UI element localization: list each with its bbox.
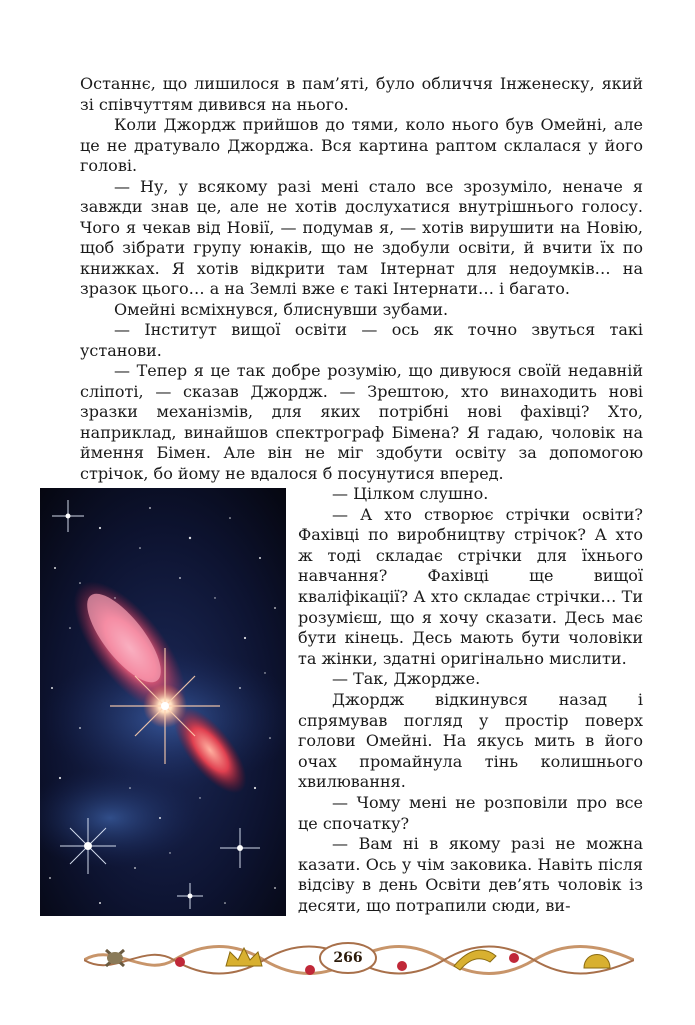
- paragraph: — А хто створює стрічки освіти? Фахівці по виробництву стрічок? А хто ж тоді складає стрічки для їхнього навчання? Фахівці ще вищої кваліфікації? А хто складає стрічки… Ти розумієш, що я хочу сказати. Десь має бути кінець. Десь мають бути чоловіки та жінки, здатні оригінально мислити.: [298, 504, 643, 668]
- paragraph: — Тепер я це так добре розумію, що дивуюся своїй недавній сліпоті, — сказав Джордж. — Зрештою, хто винаходить нові зразки механізмів, для яких потрібні нові фахівці? Хто, наприклад, винайшов спектрограф Бімена? Я гадаю, чоловік на ймення Бімен. Але він не міг здобути освіту за допомогою стрічок, бо йому не вдалося б посунутися вперед.: [80, 361, 643, 483]
- paragraph: — Цілком слушно.: [332, 484, 489, 503]
- paragraph: Джордж відкинувся назад і спрямував погляд у простір поверх голови Омейні. На якусь мить в його очах промайнула тінь колишнього хвилювання.: [298, 689, 643, 792]
- main-text-block: [80, 74, 643, 484]
- paragraph: — Ну, у всякому разі мені стало все зрозуміло, неначе я завжди знав це, але не хотів дослухатися внутрішнього голосу. Чого я чекав від Новії, — подумав я, — хотів вирушити на Новію, щоб зібрати групу юнаків, що не здобули освіти, й вчити їх по книжках. Я хотів відкрити там Інтернат для недоумків… на зразок цього… а на Землі вже є такі Інтернати… і багато.: [80, 176, 643, 298]
- paragraph: Омейні всміхнувся, блиснувши зубами.: [114, 299, 449, 319]
- paragraph: — Так, Джордже.: [332, 669, 481, 689]
- side-text-block: [298, 484, 643, 916]
- ornament-helmet: [584, 955, 610, 969]
- ornament-crown: [226, 948, 262, 966]
- ornament-emblem: [106, 950, 124, 966]
- paragraph: Коли Джордж прийшов до тями, коло нього був Омейні, але це не дратувало Джорджа. Вся картина раптом склалася у його голові.: [80, 115, 643, 175]
- page-number: 266: [333, 950, 363, 966]
- paragraph: — Інститут вищої освіти — ось як точно звуться такі установи.: [80, 320, 643, 360]
- nebula-illustration: [40, 488, 286, 916]
- paragraph: — Чому мені не розповіли про все це спочатку?: [298, 792, 643, 833]
- paragraph: Останнє, що лишилося в пам’яті, було обличчя Інженеску, який зі співчуттям дивився на нього.: [80, 74, 643, 114]
- paragraph: — Вам ні в якому разі не можна казати. Ось у чім заковика. Навіть після відсіву в день Освіти дев’ять чоловік із десяти, що потрапили сюди, ви-: [298, 834, 643, 915]
